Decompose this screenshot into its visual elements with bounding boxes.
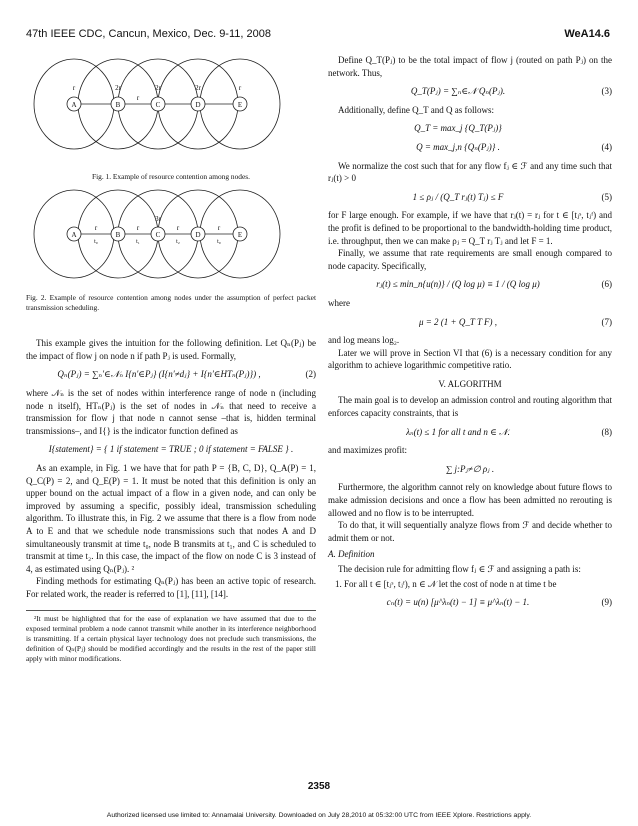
- right-paragraph-6: where: [328, 297, 350, 308]
- figure-1: [26, 54, 316, 166]
- fig1-load-d: 2r: [195, 84, 201, 92]
- left-column: [26, 54, 316, 664]
- running-header-right: WeA14.6: [564, 28, 610, 40]
- section-heading: V. ALGORITHM: [438, 378, 502, 389]
- fig1-label-d: D: [195, 101, 201, 109]
- fig2-rate-ab: r: [94, 223, 98, 232]
- right-paragraph-5: Finally, we assume that rate requirements are small enough compared to node capacity. Specifically,: [328, 248, 612, 271]
- equation-4b: [328, 141, 612, 154]
- fig1-label-a: A: [71, 101, 77, 109]
- equation-2: [26, 368, 316, 381]
- fig2-rate-de: r: [217, 223, 221, 232]
- equation-3-number: (3): [601, 86, 612, 97]
- right-paragraph-1: Define Q_T(Pⱼ) to be the total impact of flow j (routed on path Pⱼ) on the network. Thus,: [328, 55, 612, 78]
- right-paragraph-10: and maximizes profit:: [328, 445, 407, 456]
- figure-2-caption: Fig. 2. Example of resource contention among nodes under the assumption of perfect packet transmission scheduling.: [26, 293, 316, 313]
- fig1-label-b: B: [115, 101, 121, 109]
- right-paragraph-2: Additionally, define Q_T and Q as follows:: [338, 104, 494, 115]
- decision-rule-item: 1. For all t ∈ [tⱼˢ, tⱼᶠ), n ∈ 𝒩 let the cost of node n at time t be: [344, 578, 612, 591]
- left-paragraph-2: where 𝒩ₙ is the set of nodes within interference range of node n (including node n itself), HTₙ(Pⱼ) is the set of nodes in 𝒩ₙ that need to receive a transmission for flow j that node n cannot sense –that is, hidden terminal transmissions–, and I{} is the indicator function defined as: [26, 387, 316, 436]
- fig2-label-b: B: [115, 230, 121, 239]
- right-paragraph-7: and log means log₂.: [328, 335, 400, 346]
- equation-9-number: (9): [601, 597, 612, 608]
- equation-8-body: λₙ(t) ≤ 1 for all t and n ∈ 𝒩.: [406, 426, 510, 437]
- decision-rule-list: [328, 578, 612, 591]
- figure-2: [26, 186, 316, 288]
- fig2-label-a: A: [71, 230, 77, 239]
- running-header-left: 47th IEEE CDC, Cancun, Mexico, Dec. 9-11, 2008: [26, 28, 271, 40]
- equation-6: [328, 278, 612, 291]
- equation-4a-body: Q_T = max_j {Q_T(Pⱼ)}: [414, 123, 502, 134]
- fig2-time-de: t₀: [217, 238, 221, 245]
- equation-7: [328, 316, 612, 329]
- fig1-load-c: 2r: [155, 84, 161, 92]
- equation-4a: [328, 122, 612, 135]
- fig1-load-e: r: [238, 84, 242, 92]
- equation-8-number: (8): [601, 426, 612, 437]
- left-paragraph-1: This example gives the intuition for the following definition. Let Qₙ(Pⱼ) be the impact of flow j on node n if path Pⱼ is used. Formally,: [26, 338, 316, 361]
- figure-1-caption: Fig. 1. Example of resource contention among nodes.: [91, 171, 251, 181]
- equation-4b-body: Q = max_j,n {Qₙ(Pⱼ)} .: [416, 141, 500, 152]
- fig2-time-cd: t₂: [176, 238, 180, 245]
- fig2-time-bc: t₁: [136, 238, 140, 245]
- license-footer: Authorized licensed use limited to: Annamalai University. Downloaded on July 28,2010 at 05:32:00 UTC from IEEE Xplore. Restrictions apply.: [106, 812, 532, 819]
- right-paragraph-4: for F large enough. For example, if we have that rⱼ(t) = rⱼ for t ∈ [tⱼˢ, tⱼᶠ) and the profit is defined to be proportional to the bandwidth-holding time product, i.e. throughput, then we can make ρⱼ = Q_T rⱼ Tⱼ and let F = 1.: [328, 210, 612, 246]
- equation-6-body: rⱼ(t) ≤ min_n{u(n)} / (Q log μ) ≡ 1 / (Q log μ): [376, 279, 540, 290]
- fig2-rate-cd: r: [176, 223, 180, 232]
- right-paragraph-9: The main goal is to develop an admission control and routing algorithm that enforces capacity constraints, that is: [328, 395, 612, 419]
- left-paragraph-3: As an example, in Fig. 1 we have that for path P = {B, C, D}, Q_A(P) = 1, Q_C(P) = 2, and Q_E(P) = 1. It must be noted that this definition is only an upper bound on the actual impact of a flow in a given node, and can only be improved by assuming a specific, possibly ideal, transmission scheduling algorithm. To illustrate this, in Fig. 2 we assume that there is a flow from node A to E and that we schedule node transmissions such that nodes A and D simultaneously transmit at time t₀, node B transmits at t₁, and C is scheduled to transmit at time t₂. In this case, the impact of the flow on node C is 3 instead of 4, as estimated using Qₙ(Pⱼ). ²: [26, 462, 316, 574]
- fig1-label-e: E: [237, 101, 243, 109]
- equation-5-number: (5): [601, 191, 612, 202]
- right-paragraph-12: To do that, it will sequentially analyze flows from ℱ and decide whether to admit them or not.: [328, 520, 612, 543]
- fig2-label-c: C: [155, 230, 161, 239]
- indicator-definition: [26, 443, 316, 456]
- right-column: [328, 54, 612, 615]
- fig1-load-b: 2r: [115, 84, 121, 92]
- equation-8: [328, 426, 612, 439]
- equation-7-number: (7): [601, 316, 612, 327]
- indicator-definition-body: I{statement} = { 1 if statement = TRUE ; 0 if statement = FALSE } .: [48, 444, 294, 455]
- footnote-2: ²It must be highlighted that for the ease of explanation we have assumed that due to the exposed terminal problem a node cannot transmit while another in its interference neighborhood is transmitting. If a certain physical layer technology does not preclude such transmissions, the definition of Qₙ(Pⱼ) should be modified accordingly and the results in the rest of the paper still apply with minor modifications.: [26, 610, 316, 664]
- equation-5-body: 1 ≤ ρⱼ / (Q_T rⱼ(t) Tⱼ) ≤ F: [412, 191, 504, 202]
- fig1-label-c: C: [155, 101, 161, 109]
- right-paragraph-3: We normalize the cost such that for any flow fⱼ ∈ ℱ and any time such that rⱼ(t) > 0: [328, 160, 612, 184]
- fig2-time-ab: t₀: [94, 238, 98, 245]
- right-paragraph-11: Furthermore, the algorithm cannot rely on knowledge about future flows to make admission decisions and once a flow has been admitted no rerouting is allowed and no flow is to be interrupted.: [328, 482, 612, 518]
- profit-sum: [328, 463, 612, 476]
- equation-2-number: (2): [305, 369, 316, 380]
- equation-9: [328, 596, 612, 609]
- equation-7-body: μ = 2 (1 + Q_T T F) ,: [418, 316, 498, 327]
- fig2-label-e: E: [237, 230, 243, 239]
- fig2-load-c: 3r: [155, 214, 161, 223]
- equation-9-body: cₙ(t) = u(n) [μ^λₙ(t) − 1] ≡ μ^λₙ(t) − 1.: [386, 597, 530, 608]
- fig1-link-rate: r: [136, 94, 140, 102]
- fig2-label-d: D: [195, 230, 201, 239]
- page-number: 2358: [307, 781, 331, 792]
- equation-3-body: Q_T(Pⱼ) = ∑ₙ∈𝒩 Qₙ(Pⱼ).: [410, 86, 506, 97]
- left-paragraph-4: Finding methods for estimating Qₙ(Pⱼ) has been an active topic of research. For related work, the reader is referred to [1], [11], [14].: [26, 576, 316, 599]
- fig1-load-a: r: [72, 84, 76, 92]
- equation-3: [328, 85, 612, 98]
- equation-5: [328, 191, 612, 204]
- equation-4-number: (4): [601, 141, 612, 152]
- right-paragraph-13: The decision rule for admitting flow fⱼ ∈ ℱ and assigning a path is:: [338, 564, 581, 574]
- fig2-rate-bc: r: [136, 223, 140, 232]
- equation-2-body: Qₙ(Pⱼ) = ∑ₙ′∈𝒩ₙ I{n′∈Pⱼ} (I{n′≠dⱼ} + I{n′∈HTₙ(Pⱼ)}) ,: [57, 369, 261, 380]
- subsection-heading: A. Definition: [328, 549, 375, 560]
- equation-6-number: (6): [601, 279, 612, 290]
- right-paragraph-8: Later we will prove in Section VI that (6) is a necessary condition for any algorithm to achieve logarithmic competitive ratio.: [328, 347, 612, 371]
- profit-sum-body: ∑ j:Pⱼ≠∅ ρⱼ .: [445, 463, 495, 474]
